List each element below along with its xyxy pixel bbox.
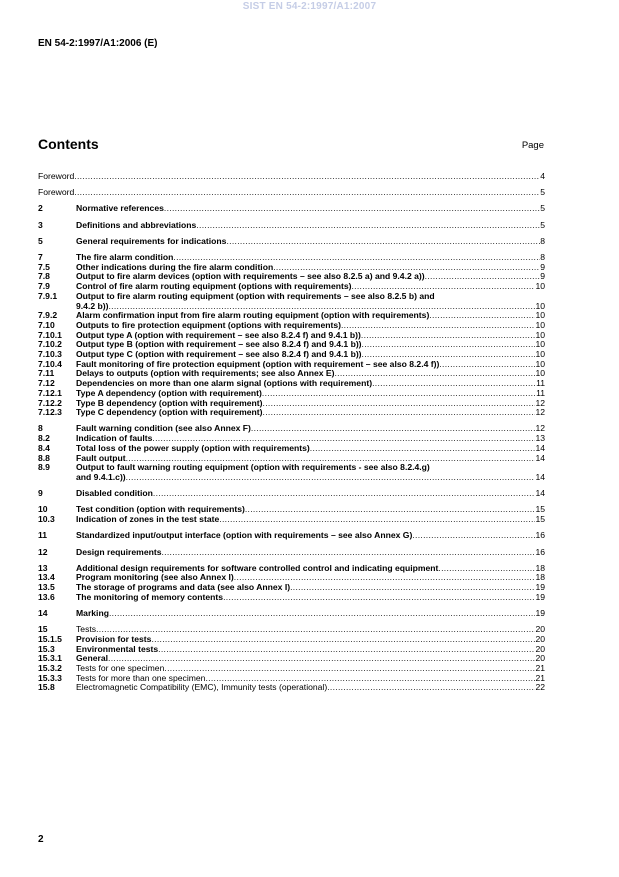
toc-entry-page: 15 <box>535 514 545 525</box>
dot-leader <box>263 408 536 418</box>
toc-entry-number: 7.10.2 <box>38 339 62 350</box>
toc-entry-title: Test condition (option with requirements) <box>76 504 245 515</box>
toc-entry-page: 8 <box>540 252 545 263</box>
toc-entry-number: 7.10 <box>38 319 55 330</box>
toc-entry[interactable] <box>38 683 545 693</box>
toc-entry-page: 5 <box>540 203 545 214</box>
toc-entry-number: 2 <box>38 203 43 214</box>
toc-entry-page: 10 <box>535 300 545 311</box>
toc-entry-title: Electromagnetic Compatibility (EMC), Immunity tests (operational) <box>76 682 328 693</box>
toc-entry[interactable] <box>38 237 545 247</box>
toc-entry-number: 7.10.3 <box>38 349 62 360</box>
toc-entry-title: Provision for tests <box>76 633 152 644</box>
toc-entry-page: 10 <box>535 358 545 369</box>
toc-entry-title-continued: 9.4.2 b)) <box>76 300 109 311</box>
dot-leader <box>74 188 540 198</box>
toc-entry-title: Tests <box>76 624 97 635</box>
toc-entry-page: 18 <box>535 562 545 573</box>
toc-entry[interactable] <box>38 221 545 231</box>
toc-entry-page: 10 <box>535 349 545 360</box>
toc-entry-title: Output to fault warning routing equipment (option with requirements - see also 8.2.4.g) <box>76 462 430 473</box>
page-number: 2 <box>38 834 44 845</box>
toc-entry-number: 7.12 <box>38 378 55 389</box>
toc-entry-page: 11 <box>536 378 545 389</box>
dot-leader <box>412 531 535 541</box>
toc-entry-number: 7.12.3 <box>38 407 62 418</box>
toc-entry-number: 7.11 <box>38 368 55 379</box>
toc-entry-page: 12 <box>535 397 545 408</box>
toc-entry-page: 9 <box>540 261 545 272</box>
toc-entry-page: 10 <box>535 368 545 379</box>
toc-entry-title: Definitions and abbreviations <box>76 219 197 230</box>
toc-entry[interactable] <box>38 609 545 619</box>
toc-entry-number: 10 <box>38 504 48 515</box>
toc-entry-title: Tests for one specimen <box>76 663 165 674</box>
toc-entry-title: Output type B (option with requirement – see also 8.2.4 f) and 9.4.1 b)) <box>76 339 362 350</box>
toc-entry-number: 12 <box>38 546 48 557</box>
toc-entry-title-continued: and 9.4.1.c)) <box>76 471 126 482</box>
toc-entry-page: 10 <box>535 319 545 330</box>
toc-entry-title: Foreword <box>38 187 75 198</box>
document-header: EN 54-2:1997/A1:2006 (E) <box>38 38 158 49</box>
toc-entry-page: 9 <box>540 271 545 282</box>
toc-entry-number: 7.9.2 <box>38 310 58 321</box>
dot-leader <box>362 340 536 350</box>
toc-entry-title: Fault output <box>76 452 126 463</box>
toc-entry-number: 7.12.1 <box>38 387 62 398</box>
toc-entry-title: Type B dependency (option with requirement) <box>76 397 263 408</box>
dot-leader <box>439 360 535 370</box>
toc-entry-page: 21 <box>535 672 545 683</box>
toc-entry-title: The monitoring of memory contents <box>76 591 224 602</box>
dot-leader <box>153 489 536 499</box>
toc-entry-title: Normative references <box>76 203 164 214</box>
dot-leader <box>226 237 540 247</box>
toc-entry-title: Fault warning condition (see also Annex F) <box>76 423 251 434</box>
dot-leader <box>151 635 535 645</box>
toc-entry-page: 16 <box>535 530 545 541</box>
toc-entry-number: 15.3.3 <box>38 672 62 683</box>
toc-entry-page: 19 <box>535 608 545 619</box>
toc-entry-number: 13 <box>38 562 48 573</box>
toc-entry-number: 8.2 <box>38 433 50 444</box>
dot-leader <box>438 564 535 574</box>
toc-entry-page: 19 <box>535 582 545 593</box>
toc-entry-number: 7 <box>38 252 43 263</box>
dot-leader <box>290 583 535 593</box>
toc-entry-title: Environmental tests <box>76 643 159 654</box>
toc-entry-page: 18 <box>535 572 545 583</box>
toc-entry-number: 7.10.1 <box>38 329 62 340</box>
toc-entry-page: 22 <box>535 682 545 693</box>
toc-entry-number: 8 <box>38 423 43 434</box>
dot-leader <box>196 221 540 231</box>
toc-entry[interactable] <box>38 408 545 418</box>
toc-entry-title: Additional design requirements for software controlled control and indicating equipment <box>76 562 439 573</box>
page-column-label: Page <box>521 140 544 151</box>
dot-leader <box>219 515 535 525</box>
toc-entry-page: 20 <box>535 653 545 664</box>
dot-leader <box>310 444 536 454</box>
dot-leader <box>251 424 536 434</box>
toc-entry-page: 16 <box>535 546 545 557</box>
toc-entry-number: 7.5 <box>38 261 50 272</box>
toc-entry-number: 15.8 <box>38 682 55 693</box>
toc-entry-number: 15.3.2 <box>38 663 62 674</box>
toc-entry-number: 7.9.1 <box>38 290 58 301</box>
toc-entry-page: 12 <box>535 407 545 418</box>
watermark: SIST EN 54-2:1997/A1:2007 <box>242 1 377 12</box>
toc-entry-title: Other indications during the fire alarm condition <box>76 261 274 272</box>
toc-entry-number: 8.9 <box>38 462 50 473</box>
toc-entry-title: Standardized input/output interface (option with requirements – see also Annex G) <box>76 530 413 541</box>
toc-entry-page: 19 <box>535 591 545 602</box>
toc-entry-number: 15.3 <box>38 643 55 654</box>
toc-entry-page: 20 <box>535 633 545 644</box>
toc-entry-number: 8.8 <box>38 452 50 463</box>
toc-entry-title: The fire alarm condition <box>76 252 174 263</box>
toc-entry-number: 9 <box>38 488 43 499</box>
table-of-contents <box>38 172 545 693</box>
toc-entry-title: Alarm confirmation input from fire alarm routing equipment (option with requirements) <box>76 310 430 321</box>
dot-leader <box>372 379 536 389</box>
dot-leader <box>74 172 540 182</box>
toc-entry-page: 14 <box>535 452 545 463</box>
dot-leader <box>361 331 536 341</box>
toc-entry-title: General requirements for indications <box>76 235 227 246</box>
toc-entry-title: Indication of zones in the test state <box>76 514 220 525</box>
toc-entry-title: General <box>76 653 109 664</box>
toc-entry-title: Fault monitoring of fire protection equipment (option with requirement – see also 8.2.4 f)) <box>76 358 440 369</box>
toc-entry-title: Control of fire alarm routing equipment (options with requirements) <box>76 281 352 292</box>
toc-entry-title: Type C dependency (option with requirement) <box>76 407 263 418</box>
dot-leader <box>108 654 535 664</box>
toc-entry-page: 14 <box>535 471 545 482</box>
toc-entry-title: The storage of programs and data (see also Annex I) <box>76 582 291 593</box>
toc-entry-number: 5 <box>38 235 43 246</box>
dot-leader <box>164 204 540 214</box>
dot-leader <box>158 645 535 655</box>
toc-entry-title: Type A dependency (option with requirement) <box>76 387 262 398</box>
toc-entry[interactable] <box>38 172 545 182</box>
toc-entry-continuation[interactable] <box>38 473 545 483</box>
dot-leader <box>96 625 535 635</box>
toc-entry-title: Design requirements <box>76 546 162 557</box>
toc-entry-page: 10 <box>535 281 545 292</box>
dot-leader <box>164 664 535 674</box>
toc-entry-title: Indication of faults <box>76 433 153 444</box>
page-title: Contents <box>38 136 99 152</box>
toc-entry-number: 7.12.2 <box>38 397 62 408</box>
toc-entry-number: 15.1.5 <box>38 633 62 644</box>
toc-entry[interactable] <box>38 593 545 603</box>
toc-entry-number: 7.10.4 <box>38 358 62 369</box>
toc-entry-number: 15 <box>38 624 48 635</box>
toc-entry[interactable] <box>38 292 545 302</box>
toc-entry-page: 10 <box>535 329 545 340</box>
toc-entry[interactable] <box>38 515 545 525</box>
toc-entry-page: 10 <box>535 310 545 321</box>
toc-entry-page: 20 <box>535 643 545 654</box>
toc-entry-number: 10.3 <box>38 514 55 525</box>
toc-entry-title: Output type C (option with requirement – see also 8.2.4 f) and 9.4.1 b)) <box>76 349 362 360</box>
toc-entry-number: 15.3.1 <box>38 653 62 664</box>
toc-entry-number: 8.4 <box>38 442 50 453</box>
toc-entry-page: 21 <box>535 663 545 674</box>
toc-entry-number: 7.8 <box>38 271 50 282</box>
toc-entry-page: 8 <box>540 235 545 246</box>
toc-entry-number: 11 <box>38 530 48 541</box>
toc-entry-page: 12 <box>535 423 545 434</box>
toc-entry[interactable] <box>38 204 545 214</box>
toc-entry[interactable] <box>38 645 545 655</box>
toc-entry-page: 5 <box>540 187 545 198</box>
toc-entry-number: 13.6 <box>38 591 55 602</box>
toc-entry-title: Output to fire alarm routing equipment (option with requirements – see also 8.2.5 b) and <box>76 290 435 301</box>
dot-leader <box>341 321 535 331</box>
toc-entry-title: Disabled condition <box>76 488 153 499</box>
toc-entry-title: Outputs to fire protection equipment (options with requirements) <box>76 319 341 330</box>
toc-entry-title: Marking <box>76 608 109 619</box>
toc-entry-page: 4 <box>540 171 545 181</box>
toc-entry-title: Foreword <box>38 171 75 181</box>
toc-entry-title: Total loss of the power supply (option with requirements) <box>76 442 310 453</box>
toc-entry-page: 11 <box>536 387 545 398</box>
toc-entry-number: 13.4 <box>38 572 55 583</box>
toc-entry-number: 7.9 <box>38 281 50 292</box>
toc-entry-page: 14 <box>535 488 545 499</box>
toc-entry-page: 10 <box>535 339 545 350</box>
toc-entry-number: 3 <box>38 219 43 230</box>
toc-entry-page: 15 <box>535 504 545 515</box>
toc-entry-number: 14 <box>38 608 48 619</box>
toc-entry-page: 14 <box>535 442 545 453</box>
toc-entry[interactable] <box>38 548 545 558</box>
toc-entry-page: 13 <box>535 433 545 444</box>
toc-entry-title: Output type A (option with requirement – see also 8.2.4 f) and 9.4.1 b)) <box>76 329 361 340</box>
dot-leader <box>161 548 535 558</box>
dot-leader <box>126 473 536 483</box>
toc-entry[interactable] <box>38 489 545 499</box>
dot-leader <box>109 609 535 619</box>
toc-entry-title: Tests for more than one specimen <box>76 672 206 683</box>
dot-leader <box>223 593 535 603</box>
toc-entry-page: 5 <box>540 219 545 230</box>
toc-entry-title: Dependencies on more than one alarm signal (options with requirement) <box>76 378 373 389</box>
toc-entry-page: 20 <box>535 624 545 635</box>
dot-leader <box>327 683 535 693</box>
dot-leader <box>245 505 536 515</box>
toc-entry-title: Program monitoring (see also Annex I) <box>76 572 234 583</box>
dot-leader <box>425 272 541 282</box>
dot-leader <box>262 389 536 399</box>
toc-entry[interactable] <box>38 188 545 198</box>
toc-entry-title: Output to fire alarm devices (option with requirements – see also 8.2.5 a) and 9.4.2 a)) <box>76 271 425 282</box>
toc-entry-title: Delays to outputs (option with requirements; see also Annex E) <box>76 368 335 379</box>
dot-leader <box>429 311 535 321</box>
dot-leader <box>263 399 536 409</box>
toc-entry-number: 13.5 <box>38 582 55 593</box>
toc-entry[interactable] <box>38 531 545 541</box>
